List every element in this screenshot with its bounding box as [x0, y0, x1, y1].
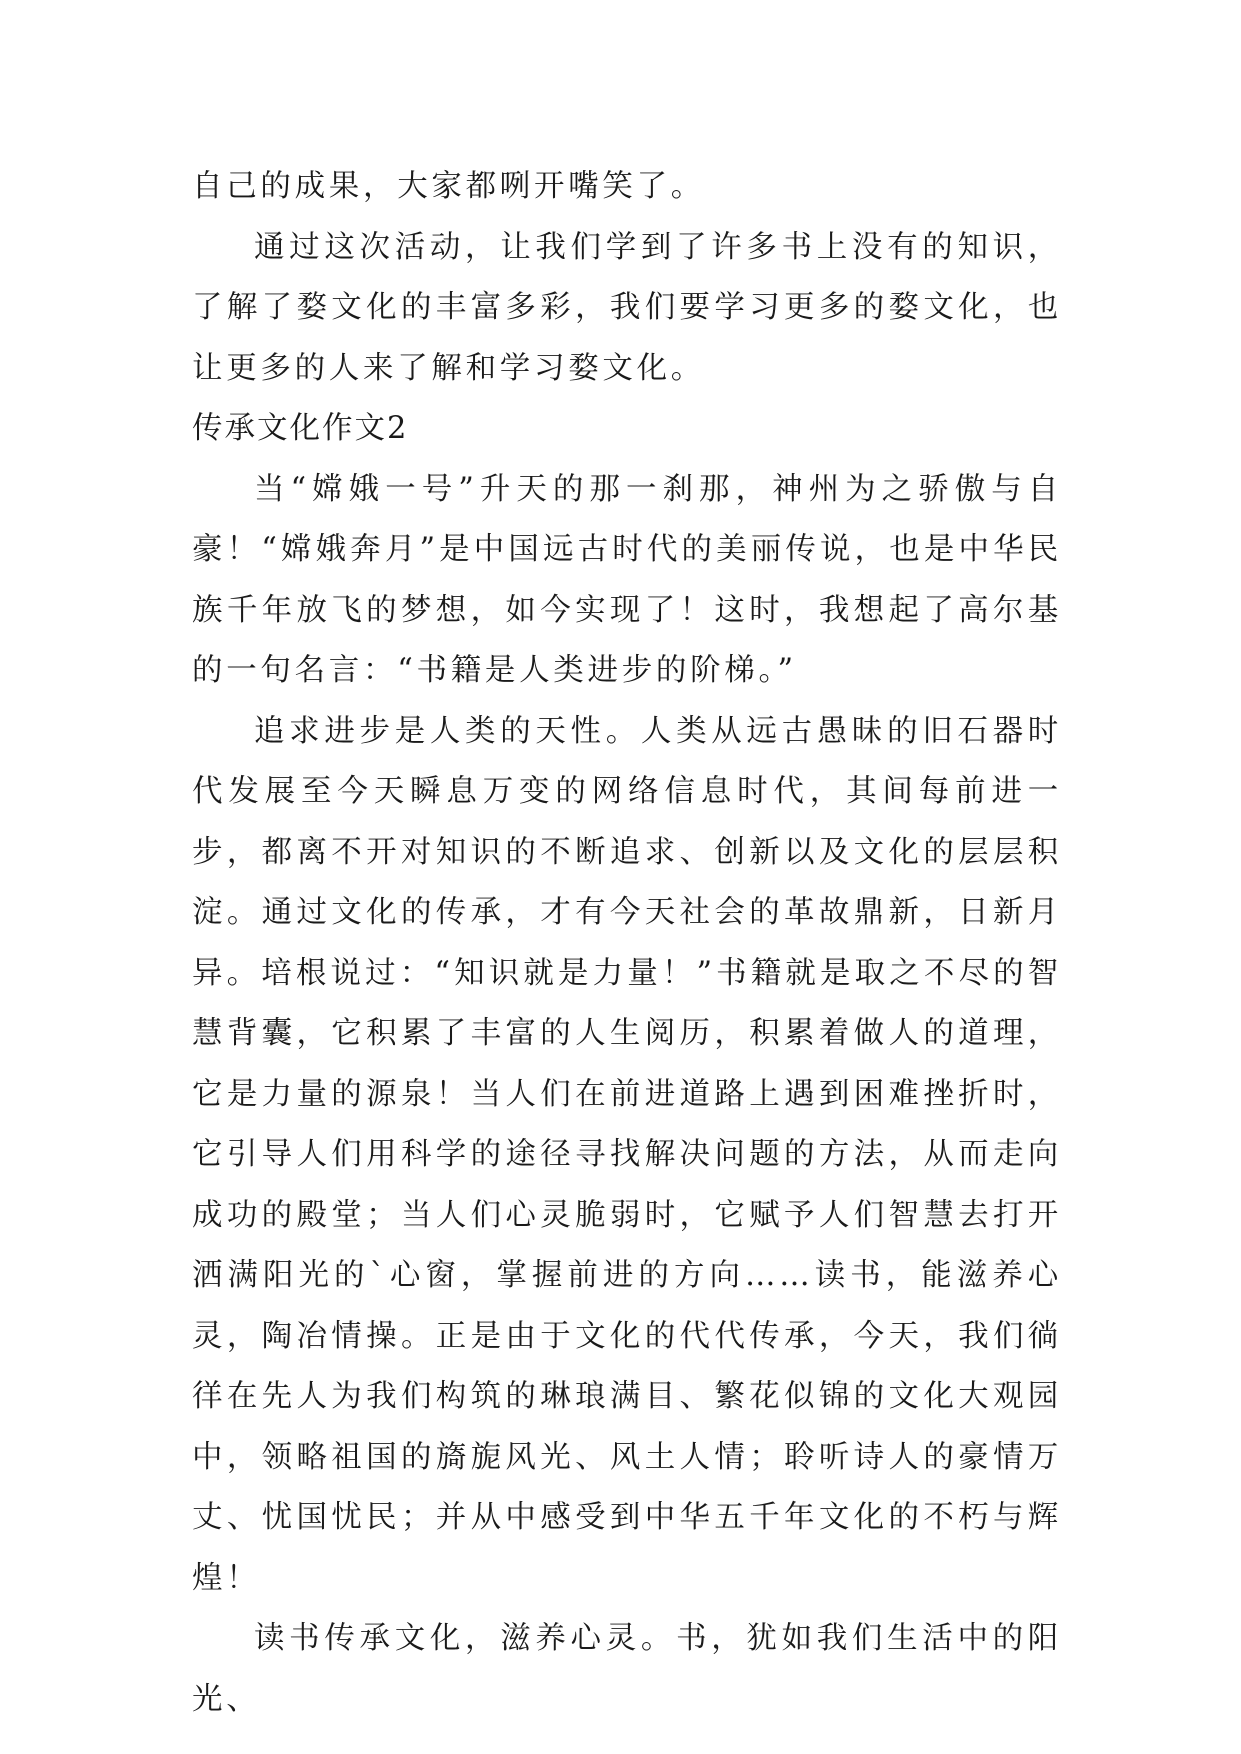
- paragraph-activity-summary: 通过这次活动，让我们学到了许多书上没有的知识，了解了婺文化的丰富多彩，我们要学习更多的婺文化，也让更多的人来了解和学习婺文化。: [192, 229, 1062, 386]
- document-body: [192, 157, 1062, 1730]
- paragraph-pursuit-of-progress: 追求进步是人类的天性。人类从远古愚昧的旧石器时代发展至今天瞬息万变的网络信息时代，其间每前进一步，都离不开对知识的不断追求、创新以及文化的层层积淀。通过文化的传承，才有今天社会的革故鼎新，日新月异。培根说过：“知识就是力量！”书籍就是取之不尽的智慧背囊，它积累了丰富的人生阅历，积累着做人的道理，它是力量的源泉！当人们在前进道路上遇到困难挫折时，它引导人们用科学的途径寻找解决问题的方法，从而走向成功的殿堂；当人们心灵脆弱时，它赋予人们智慧去打开洒满阳光的`心窗，掌握前进的方向……读书，能滋养心灵，陶冶情操。正是由于文化的代代传承，今天，我们徜徉在先人为我们构筑的琳琅满目、繁花似锦的文化大观园中，领略祖国的旖旎风光、风土人情；聆听诗人的豪情万丈、忧国忧民；并从中感受到中华五千年文化的不朽与辉煌！: [192, 713, 1062, 1596]
- paragraph-continuation: 自己的成果，大家都咧开嘴笑了。: [192, 169, 705, 204]
- essay-heading: 传承文化作文2: [192, 411, 409, 446]
- paragraph-change-e: 当“嫦娥一号”升天的那一刹那，神州为之骄傲与自豪！“嫦娥奔月”是中国远古时代的美丽传说，也是中华民族千年放飞的梦想，如今实现了！这时，我想起了高尔基的一句名言：“书籍是人类进步的阶梯。”: [192, 471, 1062, 688]
- paragraph-reading-culture: 读书传承文化，滋养心灵。书，犹如我们生活中的阳光、: [192, 1621, 1062, 1717]
